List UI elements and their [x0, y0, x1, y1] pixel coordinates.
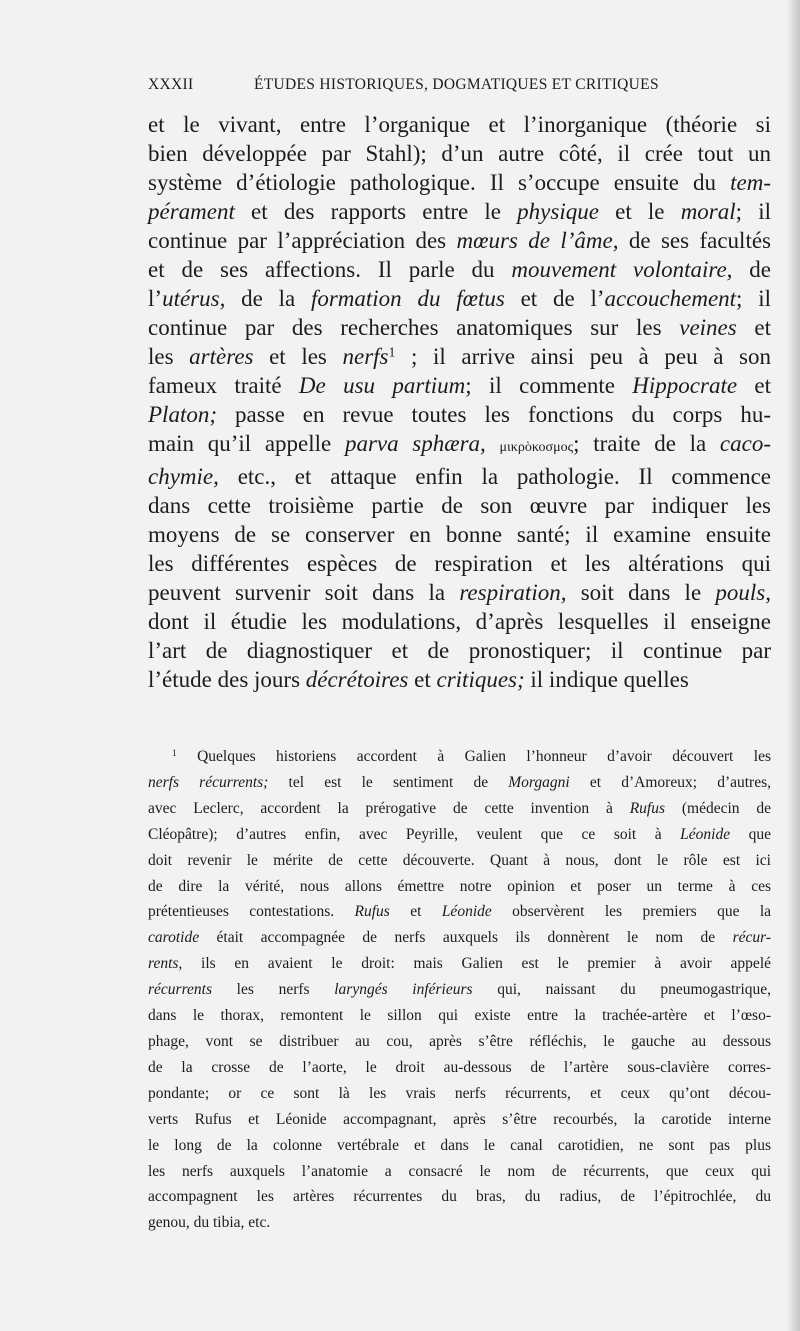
italic-term: carotide	[148, 929, 200, 947]
text-run: main qu’il appelle	[148, 431, 345, 456]
text-run: et de ses affections. Il parle du	[148, 257, 512, 282]
text-run: continue par des recherches anatomiques sur les	[148, 315, 680, 340]
footnote-line	[148, 744, 771, 770]
running-header	[148, 76, 768, 102]
text-run: dont il étudie les modulations, d’après lesquelles il enseigne	[148, 609, 771, 634]
body-line	[148, 110, 771, 139]
footnote-line	[148, 977, 771, 1003]
italic-term: mœurs de l’âme,	[456, 228, 619, 253]
italic-term: nerfs	[342, 344, 389, 369]
italic-term: Morgagni	[508, 773, 570, 791]
italic-term: parva sphæra,	[344, 431, 486, 456]
text-run: de ses facultés	[618, 228, 771, 253]
text-run: et	[389, 903, 442, 921]
text-run: (médecin de	[665, 799, 771, 817]
text-run: ils en avaient le droit: mais Galien est le premier à avoir appelé	[182, 955, 771, 973]
text-run: fameux traité	[148, 373, 299, 398]
body-line	[148, 636, 771, 665]
body-line	[148, 284, 771, 313]
greek-term: μικρὸκοσμος	[499, 440, 574, 455]
text-run: les différentes espèces de respiration et les altérations qui	[148, 551, 771, 576]
italic-term: caco-	[719, 431, 771, 456]
footnote-line	[148, 822, 771, 848]
italic-term: récurrents	[148, 981, 212, 999]
text-run	[486, 431, 500, 456]
footnote-line	[148, 796, 771, 822]
footnote-line	[148, 1159, 771, 1185]
text-run: phage, vont se distribuer au cou, après s’être réfléchis, le gauche au dessous	[148, 1032, 771, 1050]
text-run: tel est le sentiment de	[268, 773, 509, 791]
italic-term: décrétoires	[305, 667, 409, 692]
body-line	[148, 400, 771, 429]
text-run: peuvent survenir soit dans la	[148, 580, 460, 605]
text-run: et des rapports entre le	[234, 199, 518, 224]
text-run: et d’Amoreux; d’autres,	[569, 773, 771, 791]
italic-term: physique	[517, 199, 599, 224]
text-run: qui, naissant du pneumogastrique,	[472, 981, 772, 999]
text-run: bien développée par Stahl); d’un autre côté, il crée tout un	[148, 141, 771, 166]
italic-term: tem-	[730, 170, 771, 195]
footnote-line	[148, 1107, 771, 1133]
italic-term: artères	[189, 344, 254, 369]
text-run: ; il	[736, 286, 771, 311]
body-line	[148, 462, 771, 491]
page-number: XXXII	[148, 76, 194, 93]
italic-term: mouvement volontaire,	[511, 257, 733, 282]
italic-term: formation du fœtus	[310, 286, 505, 311]
italic-term: pérament	[148, 199, 235, 224]
body-line	[148, 226, 771, 255]
body-line	[148, 139, 771, 168]
body-line	[148, 520, 771, 549]
text-run: les nerfs auxquels l’anatomie a consacré le nom de récurrents, que ceux qui	[148, 1162, 771, 1180]
text-run: ; il arrive ainsi peu à peu à son	[395, 344, 771, 369]
text-run: de la	[225, 286, 311, 311]
italic-term: critiques;	[436, 667, 525, 692]
footnote-line	[148, 951, 771, 977]
text-run: et	[408, 667, 437, 692]
text-run: prétentieuses contestations.	[148, 903, 355, 921]
text-run: ; traite de la	[573, 431, 720, 456]
text-run: accompagnent les artères récurrentes du bras, du radius, de l’épitrochlée, du	[148, 1188, 771, 1206]
footnote-line	[148, 1133, 771, 1159]
italic-term: Léonide	[441, 903, 492, 921]
text-run: il indique quelles	[524, 667, 689, 692]
body-line	[148, 313, 771, 342]
text-run: Quelques historiens accordent à Galien l’honneur d’avoir découvert les	[176, 748, 771, 765]
footnote-block	[148, 744, 771, 1236]
text-run: l’	[148, 286, 163, 311]
text-run: observèrent les premiers que la	[491, 903, 772, 921]
text-run: les	[148, 344, 190, 369]
footnote-line	[148, 1210, 771, 1236]
footnote-line	[148, 848, 771, 874]
main-text-block	[148, 110, 771, 694]
italic-term: Platon;	[148, 402, 217, 427]
body-line	[148, 607, 771, 636]
text-run: avec Leclerc, accordent la prérogative de cette invention à	[148, 799, 630, 817]
italic-term: Léonide	[680, 825, 731, 843]
body-line	[148, 197, 771, 226]
italic-term: chymie,	[148, 464, 219, 489]
italic-term: pouls,	[715, 580, 771, 605]
text-run: Cléopâtre); d’autres enfin, avec Peyrille, veulent que ce soit à	[148, 825, 681, 843]
italic-term: utérus,	[162, 286, 226, 311]
text-run: de la crosse de l’aorte, le droit au-dessous de l’artère sous-clavière corres-	[148, 1058, 771, 1076]
italic-term: moral	[680, 199, 736, 224]
italic-term: Rufus	[629, 799, 665, 817]
italic-term: veines	[679, 315, 737, 340]
body-line	[148, 371, 771, 400]
text-run: continue par l’appréciation des	[148, 228, 457, 253]
text-run: verts Rufus et Léonide accompagnant, après s’être recourbés, la carotide interne	[148, 1110, 771, 1128]
body-line	[148, 429, 771, 462]
italic-term: récur-	[732, 929, 771, 947]
text-run: et	[737, 373, 771, 398]
text-run: moyens de se conserver en bonne santé; il examine ensuite	[148, 522, 771, 547]
footnote-line	[148, 1003, 771, 1029]
italic-term: laryngés inférieurs	[334, 981, 473, 999]
body-line	[148, 578, 771, 607]
text-run: de	[732, 257, 771, 282]
italic-term: rents,	[148, 955, 183, 973]
text-run: doit revenir le mérite de cette découverte. Quant à nous, dont le rôle est ici	[148, 851, 771, 869]
text-run: genou, du tibia, etc.	[148, 1214, 271, 1232]
text-run: et le	[598, 199, 681, 224]
text-run: dans le thorax, remontent le sillon qui existe entre la trachée-artère et l’œso-	[148, 1007, 771, 1025]
text-run: pondante; or ce sont là les vrais nerfs récurrents, et ceux qu’ont décou-	[148, 1084, 771, 1102]
italic-term: De usu partium	[298, 373, 466, 398]
text-run: et	[736, 315, 771, 340]
footnote-line	[148, 874, 771, 900]
body-line	[148, 168, 771, 197]
body-line	[148, 255, 771, 284]
text-run: l’étude des jours	[148, 667, 306, 692]
body-line	[148, 491, 771, 520]
page-edge-shadow	[786, 0, 800, 1331]
italic-term: nerfs récurrents;	[148, 773, 269, 791]
text-run: les nerfs	[212, 981, 335, 999]
footnote-line	[148, 899, 771, 925]
text-run: de dire la vérité, nous allons émettre notre opinion et poser un terme à ces	[148, 877, 771, 895]
italic-term: accouchement	[604, 286, 737, 311]
italic-term: Rufus	[354, 903, 390, 921]
text-run: et de l’	[504, 286, 605, 311]
text-run: et le vivant, entre l’organique et l’inorganique (théorie si	[148, 112, 771, 137]
footnote-line	[148, 770, 771, 796]
running-title: ÉTUDES HISTORIQUES, DOGMATIQUES ET CRITIQUES	[254, 76, 659, 93]
text-run: ; il commente	[465, 373, 633, 398]
text-run: que	[730, 825, 772, 843]
footnote-marker: 1	[172, 748, 177, 759]
text-run: ; il	[735, 199, 771, 224]
footnote-line	[148, 925, 771, 951]
body-line	[148, 342, 771, 371]
text-run: dans cette troisième partie de son œuvre par indiquer les	[148, 493, 771, 518]
footnote-line	[148, 1029, 771, 1055]
text-run: système d’étiologie pathologique. Il s’occupe ensuite du	[148, 170, 731, 195]
body-line	[148, 665, 771, 694]
footnote-marker: 1	[388, 344, 396, 360]
text-run: était accompagnée de nerfs auxquels ils donnèrent le nom de	[199, 929, 733, 947]
text-run: le long de la colonne vertébrale et dans le canal carotidien, ne sont pas plus	[148, 1136, 771, 1154]
body-line	[148, 549, 771, 578]
text-run: soit dans le	[566, 580, 716, 605]
footnote-line	[148, 1055, 771, 1081]
footnote-line	[148, 1184, 771, 1210]
italic-term: respiration,	[459, 580, 567, 605]
text-run: etc., et attaque enfin la pathologie. Il commence	[218, 464, 771, 489]
text-run: l’art de diagnostiquer et de pronostiquer; il continue par	[148, 638, 771, 663]
footnote-line	[148, 1081, 771, 1107]
text-run: passe en revue toutes les fonctions du corps hu-	[217, 402, 771, 427]
text-run: et les	[253, 344, 343, 369]
italic-term: Hippocrate	[632, 373, 738, 398]
